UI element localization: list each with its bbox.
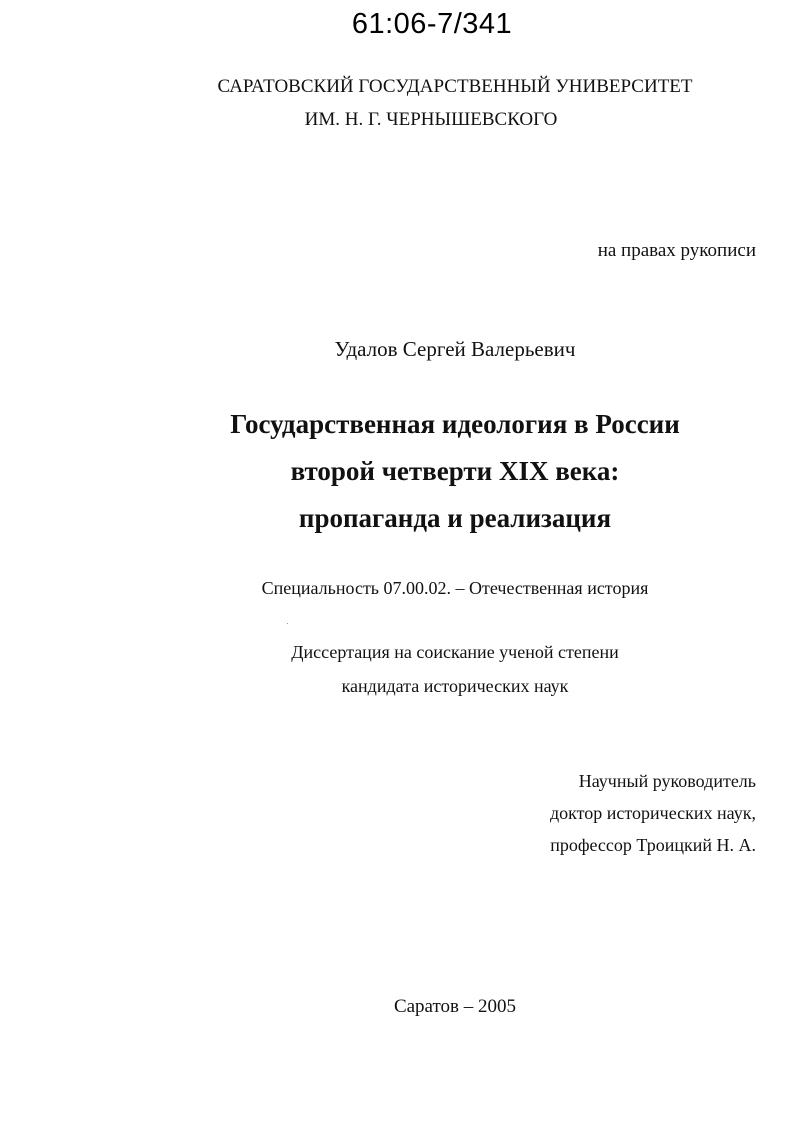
archive-stamp-number: 61:06-7/341 bbox=[351, 8, 513, 40]
supervisor-label: Научный руководитель bbox=[578, 771, 756, 791]
university-name-line2: ИМ. Н. Г. ЧЕРНЫШЕВСКОГО bbox=[304, 109, 558, 130]
author-name: Удалов Сергей Валерьевич bbox=[334, 337, 576, 361]
degree-line2: кандидата исторических наук bbox=[341, 676, 569, 696]
supervisor-degree: доктор исторических наук, bbox=[550, 803, 756, 823]
dissertation-title-line2: второй четверти XIX века: bbox=[290, 456, 620, 486]
specialty-line: Специальность 07.00.02. – Отечественная история bbox=[261, 578, 649, 598]
dissertation-title-line3: пропаганда и реализация bbox=[298, 503, 612, 533]
manuscript-rights-note: на правах рукописи bbox=[597, 240, 756, 261]
university-name-line1: САРАТОВСКИЙ ГОСУДАРСТВЕННЫЙ УНИВЕРСИТЕТ bbox=[217, 76, 693, 97]
city-year: Саратов – 2005 bbox=[393, 996, 517, 1017]
degree-line1: Диссертация на соискание ученой степени bbox=[291, 642, 619, 662]
scan-speck bbox=[287, 623, 288, 624]
dissertation-title-line1: Государственная идеология в России bbox=[230, 409, 680, 439]
supervisor-name: профессор Троицкий Н. А. bbox=[550, 835, 756, 855]
